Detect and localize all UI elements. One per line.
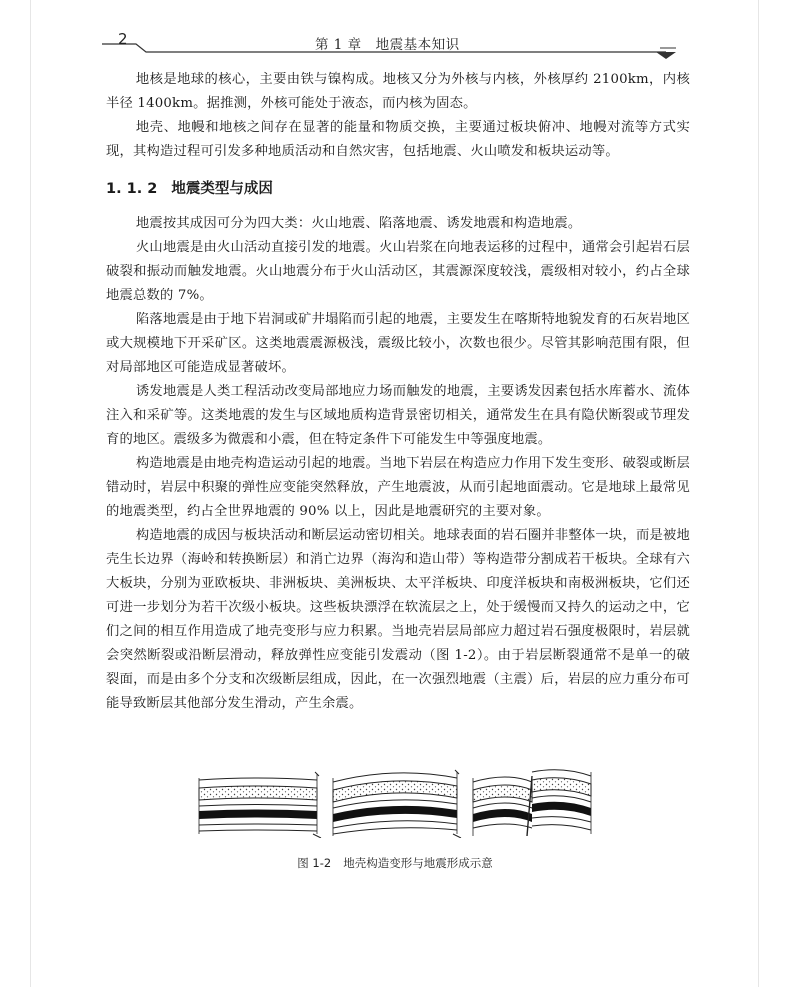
paragraph: 构造地震的成因与板块活动和断层运动密切相关。地球表面的岩石圈并非整体一块，而是被地壳生长边界（海岭和转换断层）和消亡边界（海沟和造山带）等构造带分割成若干板块。全球有六大板块，分别为亚欧板块、非洲板块、美洲板块、太平洋板块、印度洋板块和南极洲板块，它们还可进一步划分为若干次级小板块。这些板块漂浮在软流层之上，处于缓慢而又持久的运动之中，它们之间的相互作用造成了地壳变形与应力积累。当地壳岩层局部应力超过岩石强度极限时，岩层就会突然断裂或沿断层滑动，释放弹性应变能引发震动（图 1-2）。由于岩层断裂通常不是单一的破裂面，而是由多个分支和次级断层组成，因此，在一次强烈地震（主震）后，岩层的应力重分布可能导致断层其他部分发生滑动，产生余震。 [106, 528, 690, 711]
paragraph: 地震按其成因可分为四大类：火山地震、陷落地震、诱发地震和构造地震。 [135, 216, 582, 231]
paragraph: 陷落地震是由于地下岩洞或矿井塌陷而引起的地震，主要发生在喀斯特地貌发育的石灰岩地区或大规模地下开采矿区。这类地震震源极浅，震级比较小，次数也很少。尽管其影响范围有限，但对局部地区可能造成显著破坏。 [106, 312, 690, 375]
page-body [106, 68, 690, 716]
paragraph: 火山地震是由火山活动直接引发的地震。火山岩浆在向地表运移的过程中，通常会引起岩石层破裂和振动而触发地震。火山地震分布于火山活动区，其震源深度较浅，震级相对较小，约占全球地震总数的 7%。 [106, 240, 690, 303]
paragraph: 地核是地球的核心，主要由铁与镍构成。地核又分为外核与内核，外核厚约 2100km，内核半径 1400km。据推测，外核可能处于液态，而内核为固态。 [106, 72, 690, 111]
panel-undeformed [199, 772, 321, 838]
page-header [100, 30, 678, 58]
paragraph: 构造地震是由地壳构造运动引起的地震。当地下岩层在构造应力作用下发生变形、破裂或断层错动时，岩层中积聚的弹性应变能突然释放，产生地震波，从而引起地面震动。它是地球上最常见的地震类型，约占全世界地震的 90% 以上，因此是地震研究的主要对象。 [106, 456, 690, 519]
figure-caption-text: 地壳构造变形与地震形成示意 [343, 856, 493, 870]
section-heading [106, 177, 690, 201]
paragraph: 诱发地震是人类工程活动改变局部地应力场而触发的地震，主要诱发因素包括水库蓄水、流体注入和采矿等。这类地震的发生与区域地质构造背景密切相关，通常发生在具有隐伏断裂或节理发育的地区。震级多为微震和小震，但在特定条件下可能发生中等强度地震。 [106, 384, 690, 447]
figure-number: 图 1-2 [297, 856, 332, 870]
page-left-edge [30, 0, 31, 987]
figure-caption [0, 855, 790, 871]
figure-diagram [197, 768, 593, 838]
section-number: 1. 1. 2 [106, 181, 158, 197]
paragraph: 地壳、地幔和地核之间存在显著的能量和物质交换，主要通过板块俯冲、地幔对流等方式实现，其构造过程可引发多种地质活动和自然灾害，包括地震、火山喷发和板块运动等。 [106, 120, 690, 159]
page-number: 2 [118, 30, 128, 48]
page-right-edge [758, 0, 759, 987]
panel-faulted [473, 770, 591, 836]
chapter-title: 第 1 章 地震基本知识 [315, 37, 460, 53]
panel-deformed [333, 770, 461, 838]
section-title: 地震类型与成因 [171, 181, 273, 197]
